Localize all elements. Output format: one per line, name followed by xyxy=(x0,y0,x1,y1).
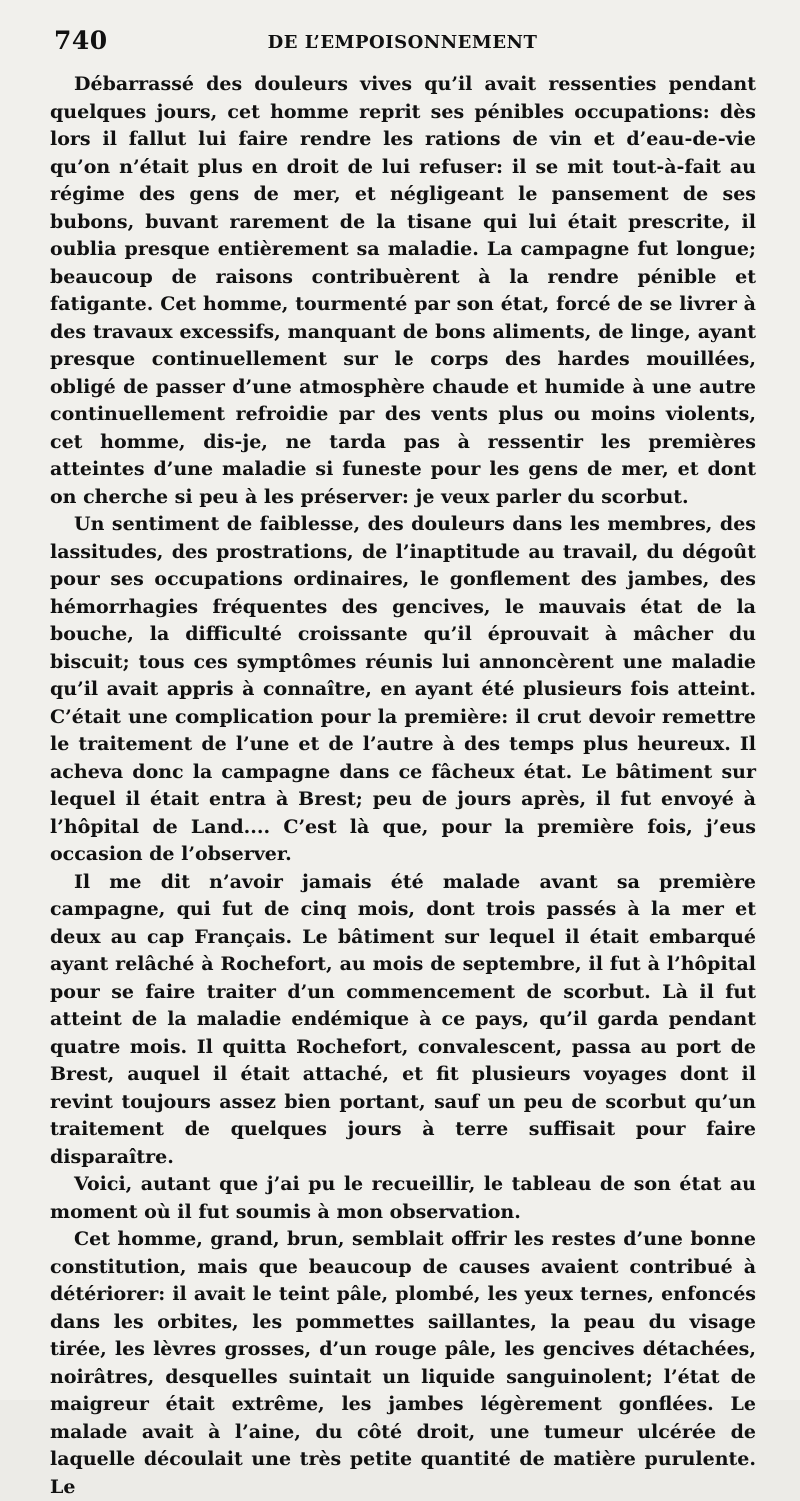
paragraph-5: Cet homme, grand, brun, semblait offrir les restes d’une bonne constitution, mais que beaucoup de causes avaient contribué à détériorer: il avait le teint pâle, plombé, les yeux ternes, enfoncés dans les orbites, les pommettes saillantes, la peau du visage tirée, les lèvres grosses, d’un rouge pâle, les gencives détachées, noirâtres, desquelles suintait un liquide sanguinolent; l’état de maigreur était extrême, les jambes légèrement gonflées. Le malade avait à l’aine, du côté droit, une tumeur ulcérée de laquelle découlait une très petite quantité de matière purulente. Le xyxy=(50,1228,756,1498)
body-text xyxy=(50,71,756,1501)
paragraph-2: Un sentiment de faiblesse, des douleurs dans les membres, des lassitudes, des prostrations, de l’inaptitude au travail, du dégoût pour ses occupations ordinaires, le gonflement des jambes, des hémorrhagies fréquentes des gencives, le mauvais état de la bouche, la difficulté croissante qu’il éprouvait à mâcher du biscuit; tous ces symptômes réunis lui annoncèrent une maladie qu’il avait appris à connaître, en ayant été plusieurs fois atteint. C’était une complication pour la première: il crut devoir remettre le traitement de l’une et de l’autre à des temps plus heureux. Il acheva donc la campagne dans ce fâcheux état. Le bâtiment sur lequel il était entra à Brest; peu de jours après, il fut envoyé à l’hôpital de Land.... C’est là que, pour la première fois, j’eus occasion de l’observer. xyxy=(50,513,756,865)
paragraph-3: Il me dit n’avoir jamais été malade avant sa première campagne, qui fut de cinq mois, dont trois passés à la mer et deux au cap Français. Le bâtiment sur lequel il était embarqué ayant relâché à Rochefort, au mois de septembre, il fut à l’hôpital pour se faire traiter d’un commencement de scorbut. Là il fut atteint de la maladie endémique à ce pays, qu’il garda pendant quatre mois. Il quitta Rochefort, convalescent, passa au port de Brest, auquel il était attaché, et fit plusieurs voyages dont il revint toujours assez bien portant, sauf un peu de scorbut qu’un traitement de quelques jours à terre suffisait pour faire disparaître. xyxy=(50,870,756,1168)
page-number: 740 xyxy=(54,26,108,55)
running-title: DE L’EMPOISONNEMENT xyxy=(267,32,538,53)
paragraph-4: Voici, autant que j’ai pu le recueillir, le tableau de son état au moment où il fut soumis à mon observation. xyxy=(50,1173,756,1223)
page-header xyxy=(50,26,755,66)
paragraph-1: Débarrassé des douleurs vives qu’il avait ressenties pendant quelques jours, cet homme reprit ses pénibles occupations: dès lors il fallut lui faire rendre les rations de vin et d’eau-de-vie qu’on n’était plus en droit de lui refuser: il se mit tout-à-fait au régime des gens de mer, et négligeant le pansement de ses bubons, buvant rarement de la tisane qui lui était prescrite, il oublia presque entièrement sa maladie. La campagne fut longue; beaucoup de raisons contribuèrent à la rendre pénible et fatigante. Cet homme, tourmenté par son état, forcé de se livrer à des travaux excessifs, manquant de bons aliments, de linge, ayant presque continuellement sur le corps des hardes mouillées, obligé de passer d’une atmosphère chaude et humide à une autre continuellement refroidie par des vents plus ou moins violents, cet homme, dis-je, ne tarda pas à ressentir les premières atteintes d’une maladie si funeste pour les gens de mer, et dont on cherche si peu à les préserver: je veux parler du scorbut. xyxy=(50,73,756,508)
